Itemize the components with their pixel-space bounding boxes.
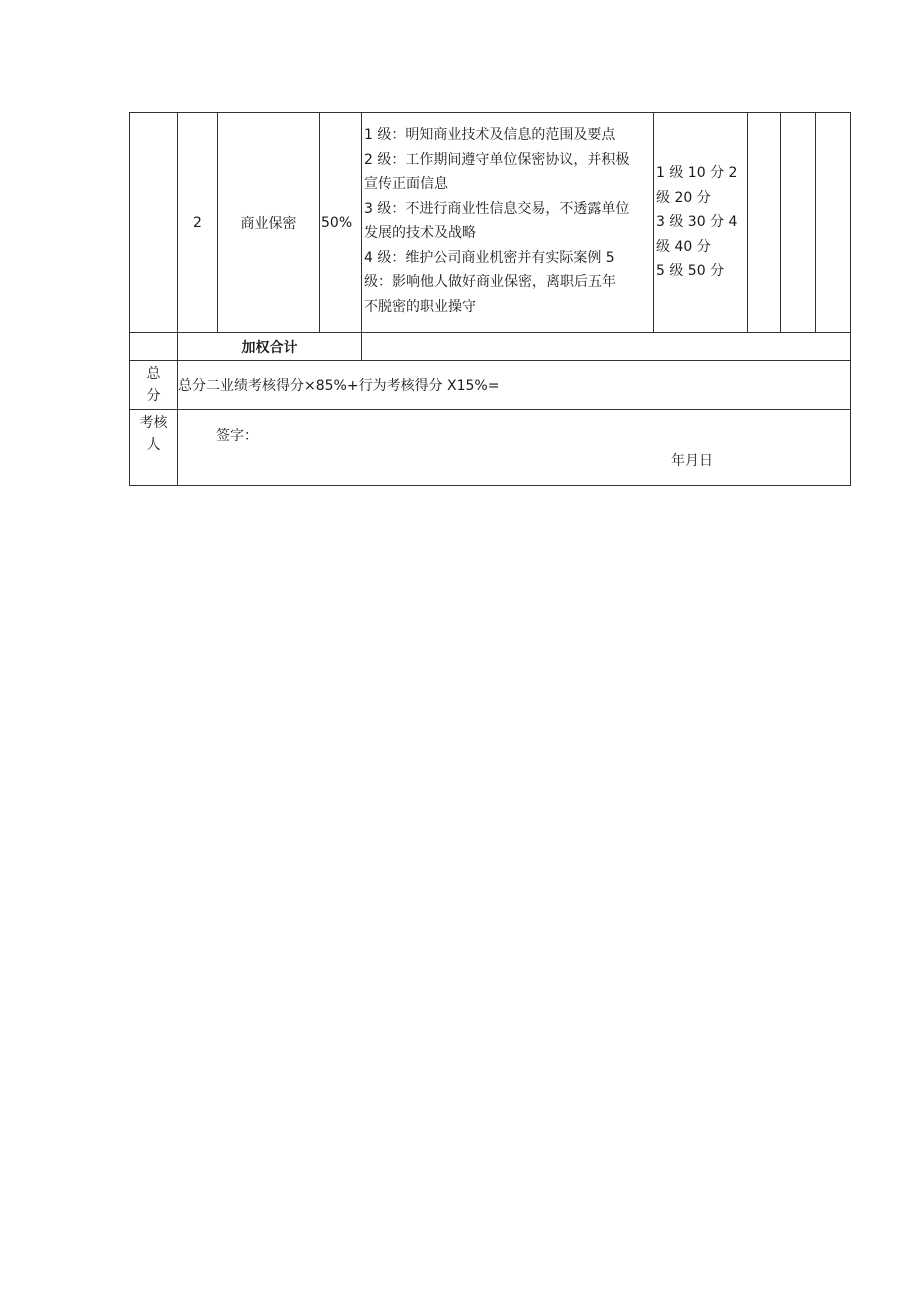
date-label: 年月日 — [671, 452, 713, 469]
signature-label: 签字： — [216, 427, 258, 444]
criteria-row — [130, 113, 851, 333]
evaluator-signature-cell — [178, 410, 851, 486]
score-scale — [654, 113, 748, 333]
score-line: 级 20 分 — [656, 189, 711, 206]
blank-score-cell — [748, 113, 781, 333]
weighted-total-value — [362, 333, 851, 361]
evaluator-label: 考核人 — [130, 410, 178, 486]
weighted-total-label: 加权合计 — [178, 333, 362, 361]
item-index: 2 — [178, 113, 218, 333]
signature-area — [178, 411, 850, 485]
score-line: 1 级 10 分 2 — [656, 165, 738, 182]
total-score-label: 总分 — [130, 361, 178, 410]
level-criteria — [362, 113, 654, 333]
level-line: 宣传正面信息 — [364, 176, 448, 192]
blank-score-cell — [816, 113, 851, 333]
item-name: 商业保密 — [218, 113, 320, 333]
level-line: 不脱密的职业操守 — [364, 298, 476, 315]
level-line: 级：影响他人做好商业保密，离职后五年 — [364, 274, 616, 290]
score-line: 级 40 分 — [656, 238, 711, 255]
weighted-total-row — [130, 333, 851, 361]
evaluation-form — [129, 112, 850, 486]
total-score-formula: 总分二业绩考核得分×85%+行为考核得分 X15%= — [178, 361, 851, 410]
evaluator-row — [130, 410, 851, 486]
blank-score-cell — [781, 113, 816, 333]
score-line: 5 级 50 分 — [656, 263, 725, 280]
level-line: 1 级：明知商业技术及信息的范围及要点 — [364, 127, 616, 143]
blank-cell — [130, 333, 178, 361]
total-score-row — [130, 361, 851, 410]
evaluation-table — [129, 112, 851, 486]
level-line: 3 级：不进行商业性信息交易，不透露单位 — [364, 200, 630, 217]
score-line: 3 级 30 分 4 — [656, 214, 738, 231]
level-line: 发展的技术及战略 — [364, 225, 476, 241]
level-line: 4 级：维护公司商业机密并有实际案例 5 — [364, 249, 615, 266]
level-line: 2 级：工作期间遵守单位保密协议，并积极 — [364, 151, 630, 168]
item-weight: 50% — [320, 113, 362, 333]
category-cell — [130, 113, 178, 333]
